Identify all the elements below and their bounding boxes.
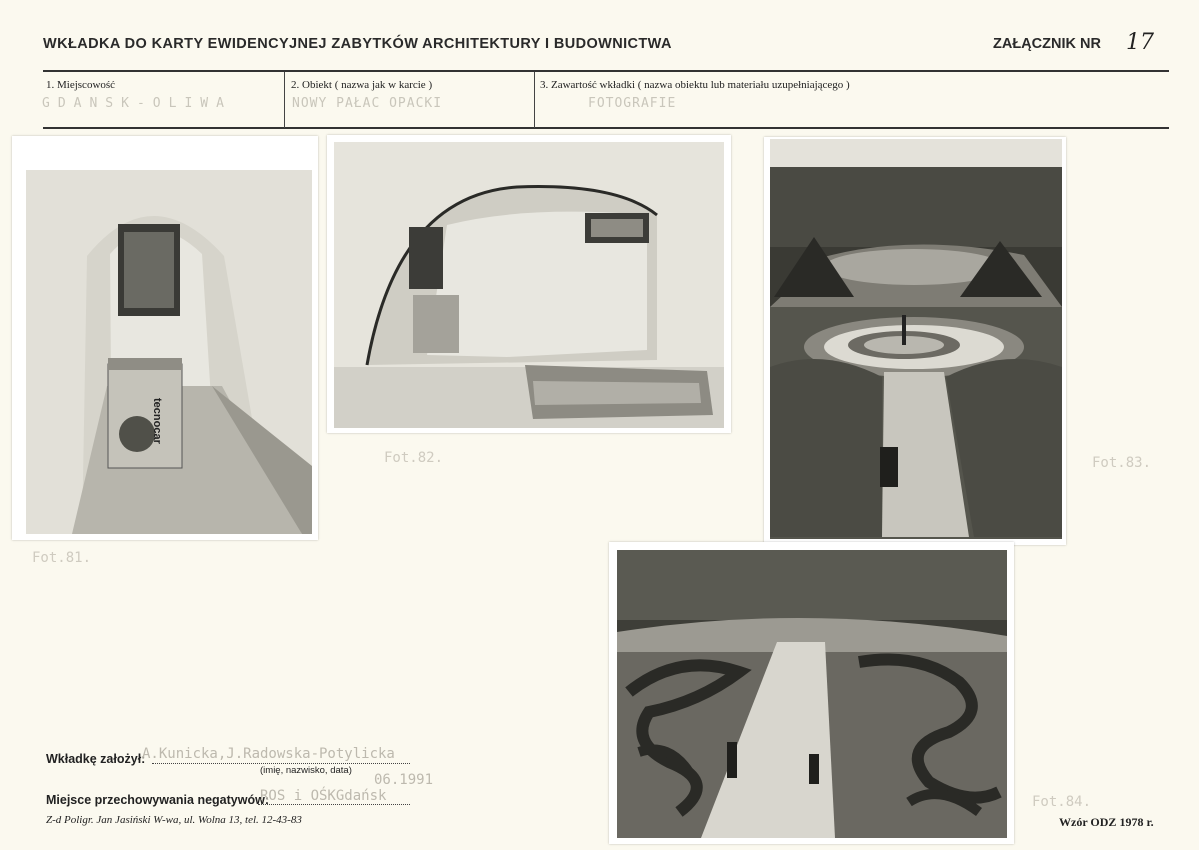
field-divider bbox=[534, 72, 535, 128]
photo-82-image bbox=[327, 135, 731, 433]
photo-83-caption: Fot.83. bbox=[1092, 455, 1152, 471]
photo-81-box-label: tecnocar bbox=[151, 398, 163, 444]
object-label: 2. Obiekt ( nazwa jak w karcie ) bbox=[291, 79, 433, 91]
negatives-value: ROS i OŚKGdańsk bbox=[260, 788, 387, 804]
created-by-hint: (imię, nazwisko, data) bbox=[260, 765, 352, 776]
field-divider bbox=[284, 72, 285, 128]
photo-82-caption: Fot.82. bbox=[384, 450, 444, 466]
object-value: NOWY PAŁAC OPACKI bbox=[292, 96, 443, 111]
created-by-line bbox=[152, 763, 410, 764]
form-id: Wzór ODZ 1978 r. bbox=[1059, 815, 1154, 829]
header-bottom-rule bbox=[43, 127, 1169, 129]
photo-81 bbox=[12, 136, 318, 540]
photo-84 bbox=[609, 542, 1014, 844]
photo-83 bbox=[764, 137, 1066, 545]
photo-83-image bbox=[764, 137, 1066, 545]
locality-label: 1. Miejscowość bbox=[46, 79, 116, 91]
negatives-label: Miejsce przechowywania negatywów: bbox=[46, 793, 269, 807]
card-title: WKŁADKA DO KARTY EWIDENCYJNEJ ZABYTKÓW ARCHITEKTURY I BUDOWNICTWA bbox=[43, 36, 672, 52]
annex-number: 17 bbox=[1126, 30, 1154, 55]
contents-value: FOTOGRAFIE bbox=[588, 96, 677, 111]
photo-84-image bbox=[609, 542, 1014, 844]
photo-82 bbox=[327, 135, 731, 433]
photo-81-image bbox=[12, 136, 318, 540]
negatives-line bbox=[258, 804, 410, 805]
date-value: 06.1991 bbox=[374, 772, 434, 788]
created-by-value: A.Kunicka,J.Radowska-Potylicka bbox=[142, 746, 395, 762]
locality-value: GDANSK-OLIWA bbox=[42, 96, 232, 111]
annex-label: ZAŁĄCZNIK NR bbox=[993, 36, 1101, 52]
contents-label: 3. Zawartość wkładki ( nazwa obiektu lub materiału uzupełniającego ) bbox=[540, 79, 850, 91]
photo-84-caption: Fot.84. bbox=[1032, 794, 1092, 810]
created-by-label: Wkładkę założył: bbox=[46, 752, 146, 766]
photo-81-caption: Fot.81. bbox=[32, 550, 92, 566]
printer-imprint: Z-d Poligr. Jan Jasiński W-wa, ul. Wolna 13, tel. 12-43-83 bbox=[46, 814, 302, 826]
header-top-rule bbox=[43, 70, 1169, 72]
